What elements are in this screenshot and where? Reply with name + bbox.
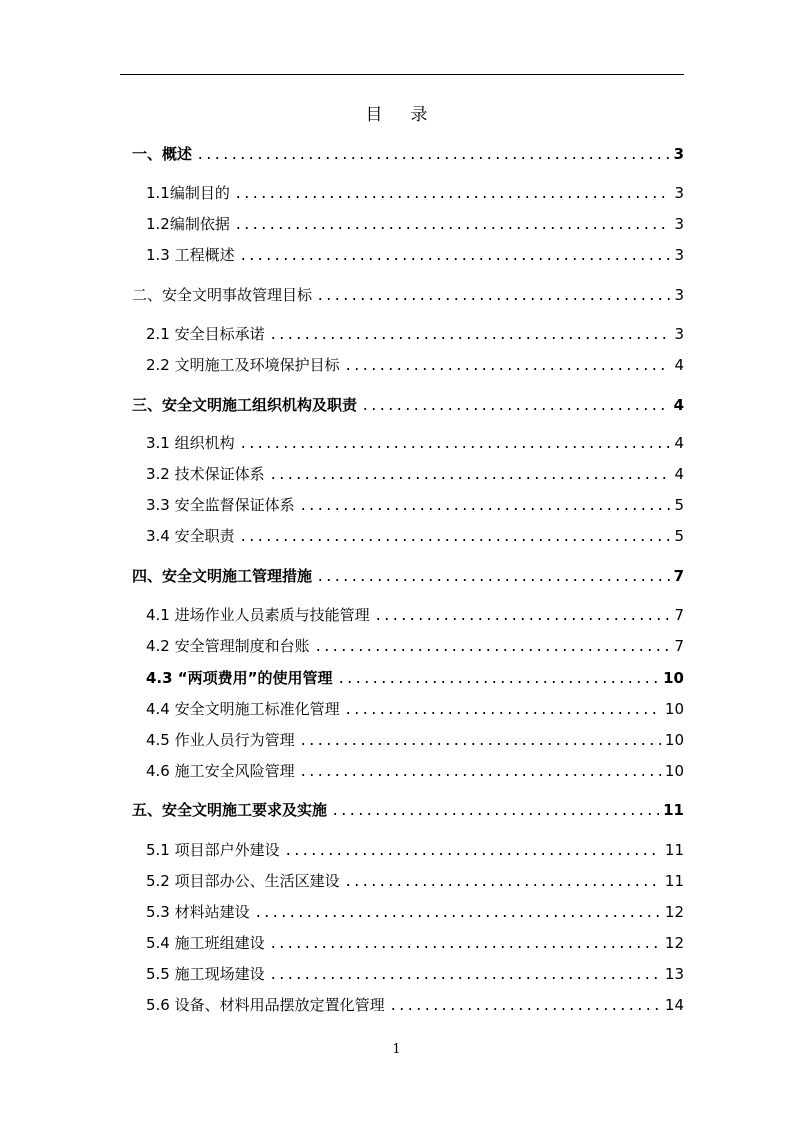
toc-entry-page: 12 [664,903,684,921]
toc-leader-dots [299,774,661,776]
toc-entry-label: 4.3 “两项费用”的使用管理 [146,669,333,687]
toc-entry-page: 4 [674,465,684,483]
toc-entry[interactable] [146,899,684,921]
toc-entry-page: 7 [674,606,684,624]
toc-entry-page: 3 [674,215,684,233]
toc-entry-page: 10 [663,669,684,687]
toc-entry-label: 4.2 安全管理制度和台账 [146,637,310,655]
toc-leader-dots [239,446,671,448]
toc-entry-page: 4 [673,396,684,414]
toc-leader-dots [299,508,671,510]
toc-leader-dots [284,853,661,855]
toc-entry-page: 5 [674,496,684,514]
toc-title-char-1: 目 [365,105,383,125]
header-rule [120,74,684,75]
toc-leader-dots [344,712,661,714]
toc-entry[interactable] [146,696,684,718]
toc-entry-label: 5.5 施工现场建设 [146,965,265,983]
toc-entry[interactable] [146,242,684,264]
toc-entry[interactable] [146,492,684,514]
toc-leader-dots [337,681,660,683]
toc-entry-page: 3 [674,286,684,304]
toc-leader-dots [239,539,671,541]
toc-entry[interactable] [132,563,684,585]
toc-entry-label: 5.3 材料站建设 [146,903,250,921]
toc-entry-page: 3 [673,145,684,163]
toc-entry-page: 13 [664,965,684,983]
toc-entry-page: 10 [664,762,684,780]
toc-entry[interactable] [146,727,684,749]
toc-entry-label: 一、概述 [132,145,193,163]
toc-entry-label: 五、安全文明施工要求及实施 [132,801,328,819]
toc-entry[interactable] [146,461,684,483]
toc-entry-label: 3.4 安全职责 [146,527,235,545]
toc-entry-page: 11 [664,872,684,890]
toc-entry-label: 1.2编制依据 [146,215,230,233]
toc-leader-dots [316,579,670,581]
toc-entry-label: 3.3 安全监督保证体系 [146,496,295,514]
toc-entry-page: 7 [674,637,684,655]
toc-entry-label: 1.3 工程概述 [146,246,235,264]
toc-leader-dots [344,884,661,886]
toc-entry-label: 5.4 施工班组建设 [146,934,265,952]
toc-entry[interactable] [146,868,684,890]
toc-leader-dots [269,477,671,479]
toc-leader-dots [269,977,661,979]
toc-leader-dots [234,196,671,198]
toc-entry[interactable] [146,992,684,1014]
toc-entry-page: 10 [664,731,684,749]
toc-leader-dots [331,813,659,815]
toc-title [0,100,793,125]
toc-entry-page: 3 [674,184,684,202]
toc-leader-dots [269,946,661,948]
toc-entry[interactable] [146,430,684,452]
toc-entry-page: 5 [674,527,684,545]
toc-entry-page: 11 [664,841,684,859]
toc-entry[interactable] [132,141,684,163]
toc-entry-page: 3 [674,325,684,343]
toc-entry[interactable] [146,352,684,374]
toc-entry[interactable] [146,180,684,202]
toc-entry-label: 2.2 文明施工及环境保护目标 [146,356,340,374]
toc-title-char-2: 录 [410,105,428,125]
toc-leader-dots [299,743,661,745]
toc-entry-label: 4.1 进场作业人员素质与技能管理 [146,606,370,624]
toc-leader-dots [239,258,671,260]
toc-entry-page: 12 [664,934,684,952]
toc-entry[interactable] [132,392,684,414]
toc-leader-dots [389,1008,661,1010]
toc-entry[interactable] [146,758,684,780]
toc-leader-dots [196,157,670,159]
toc-entry[interactable] [146,930,684,952]
toc-entry[interactable] [146,602,684,624]
toc-entry-page: 3 [674,246,684,264]
toc-leader-dots [254,915,661,917]
toc-entry-page: 10 [664,700,684,718]
toc-leader-dots [234,227,671,229]
toc-entry[interactable] [132,282,684,304]
toc-entry-label: 4.5 作业人员行为管理 [146,731,295,749]
toc-entry[interactable] [146,633,684,655]
toc-leader-dots [316,298,670,300]
toc-entry-page: 4 [674,434,684,452]
toc-leader-dots [361,408,670,410]
toc-entry-label: 二、安全文明事故管理目标 [132,286,313,304]
toc-leader-dots [374,618,671,620]
toc-entry-label: 5.6 设备、材料用品摆放定置化管理 [146,996,385,1014]
toc-leader-dots [269,337,671,339]
toc-entry-label: 3.1 组织机构 [146,434,235,452]
toc-entry[interactable] [146,665,684,687]
toc-entry-page: 11 [663,801,684,819]
toc-entry-label: 三、安全文明施工组织机构及职责 [132,396,358,414]
toc-entry-label: 4.4 安全文明施工标准化管理 [146,700,340,718]
toc-entry[interactable] [146,321,684,343]
toc-leader-dots [314,649,671,651]
toc-entry[interactable] [146,961,684,983]
toc-entry-label: 3.2 技术保证体系 [146,465,265,483]
toc-entry-label: 4.6 施工安全风险管理 [146,762,295,780]
toc-entry-label: 1.1编制目的 [146,184,230,202]
toc-entry[interactable] [146,837,684,859]
toc-entry[interactable] [146,523,684,545]
toc-leader-dots [344,368,671,370]
toc-entry-label: 四、安全文明施工管理措施 [132,567,313,585]
toc-entry-page: 4 [674,356,684,374]
toc-entry[interactable] [146,211,684,233]
toc-entry-label: 5.1 项目部户外建设 [146,841,280,859]
toc-entry[interactable] [132,797,684,819]
toc-entry-label: 5.2 项目部办公、生活区建设 [146,872,340,890]
toc-entry-label: 2.1 安全目标承诺 [146,325,265,343]
toc-entry-page: 7 [673,567,684,585]
page-number: 1 [392,1042,401,1057]
toc-entry-page: 14 [664,996,684,1014]
